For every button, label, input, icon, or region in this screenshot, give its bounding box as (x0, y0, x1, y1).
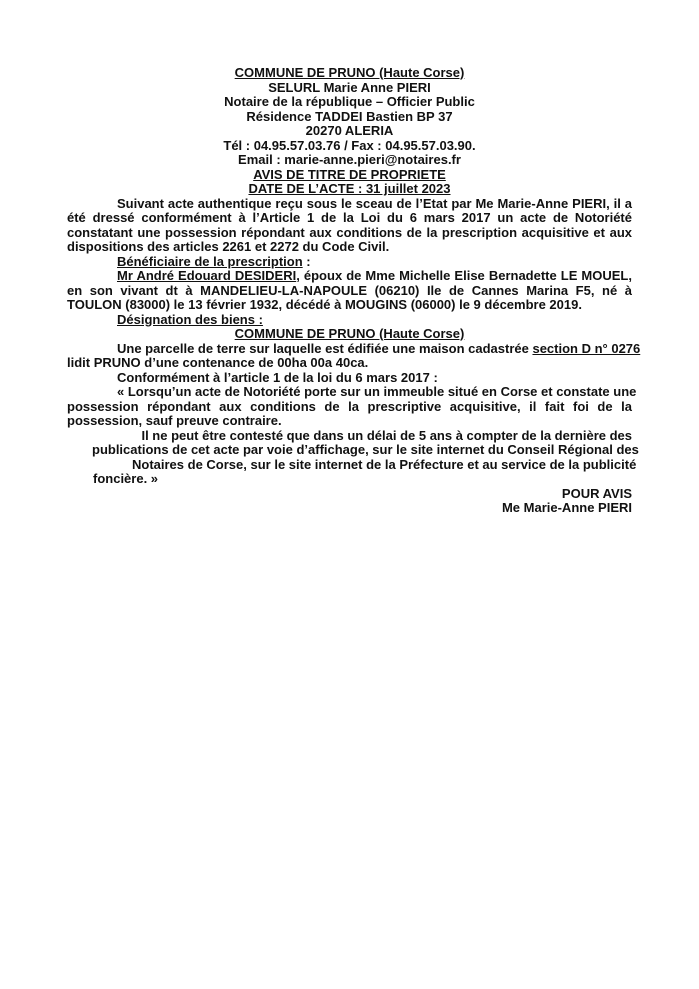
parcel-description: Une parcelle de terre sur laquelle est édifiée une maison cadastrée (117, 340, 533, 356)
beneficiary-name: Mr André Edouard DESIDERI (117, 268, 297, 283)
designation-commune: COMMUNE DE PRUNO (Haute Corse) (234, 326, 465, 341)
contest-line-2: publications de cet acte par voie d’affichage, sur le site internet du Conseil Régional des (92, 442, 639, 457)
notice-title-line (67, 168, 632, 183)
beneficiary-line-2: en son vivant dt à MANDELIEU-LA-NAPOULE (06210) Ile de Cannes Marina F5, né à (67, 282, 632, 298)
parcel-line-2: lidit PRUNO d’une contenance de 00ha 00a 40ca. (67, 355, 369, 370)
beneficiary-heading-line (117, 255, 682, 270)
intro-line-4: dispositions des articles 2261 et 2272 du Code Civil. (67, 239, 390, 254)
beneficiary-heading: Bénéficiaire de la prescription (117, 253, 303, 269)
parcel-line-1 (117, 340, 641, 357)
act-date: DATE DE L’ACTE : 31 juillet 2023 (248, 181, 451, 196)
signatory-name: Me Marie-Anne PIERI (501, 500, 632, 515)
act-date-line (67, 182, 632, 197)
intro-line-3: constatant une possession répondant aux conditions de la prescription acquisitive et aux (67, 224, 632, 240)
parcel-section: section D n° 0276 (532, 340, 641, 356)
quote-line-2: possession répondant aux conditions de la prescriptive acquisitive, il fait foi de la (67, 398, 632, 414)
contest-line-1: Il ne peut être contesté que dans un délai de 5 ans à compter de la dernière des (141, 427, 632, 443)
header-city: 20270 ALERIA (305, 123, 394, 138)
contest-line-3: Notaires de Corse, sur le site internet de la Préfecture et au service de la publicité (132, 456, 637, 472)
beneficiary-colon: : (302, 253, 311, 269)
commune-title: COMMUNE DE PRUNO (Haute Corse) (234, 65, 465, 80)
article-reference: Conformément à l’article 1 de la loi du 6 mars 2017 : (117, 369, 438, 385)
beneficiary-line-3: TOULON (83000) le 13 février 1932, décédé à MOUGINS (06000) le 9 décembre 2019. (67, 297, 582, 312)
notice-title: AVIS DE TITRE DE PROPRIETE (253, 166, 446, 182)
intro-line-1: Suivant acte authentique reçu sous le sceau de l’Etat par Me Marie-Anne PIERI, il a (117, 195, 632, 211)
intro-line-2: été dressé conformément à l’Article 1 de la Loi du 6 mars 2017 un acte de Notoriété (67, 210, 632, 225)
designation-heading-line (117, 313, 682, 328)
beneficiary-line-1 (117, 269, 632, 284)
beneficiary-spouse: , époux de Mme Michelle Elise Bernadette LE MOUEL, (296, 268, 632, 283)
designation-commune-line (67, 327, 632, 342)
header-residence: Résidence TADDEI Bastien BP 37 (246, 108, 453, 124)
quote-line-3: possession, sauf preuve contraire. (67, 413, 282, 428)
header-phone-fax: Tél : 04.95.57.03.76 / Fax : 04.95.57.03.90. (223, 137, 476, 153)
pour-avis: POUR AVIS (561, 485, 632, 501)
designation-heading: Désignation des biens : (117, 311, 263, 327)
header-notary-title: Notaire de la république – Officier Public (224, 94, 475, 109)
header-commune (67, 66, 632, 81)
header-office: SELURL Marie Anne PIERI (268, 79, 431, 95)
quote-line-1: « Lorsqu’un acte de Notoriété porte sur un immeuble situé en Corse et constate une (117, 384, 637, 399)
contest-line-4: foncière. » (93, 471, 159, 486)
header-email: Email : marie-anne.pieri@notaires.fr (238, 152, 461, 167)
